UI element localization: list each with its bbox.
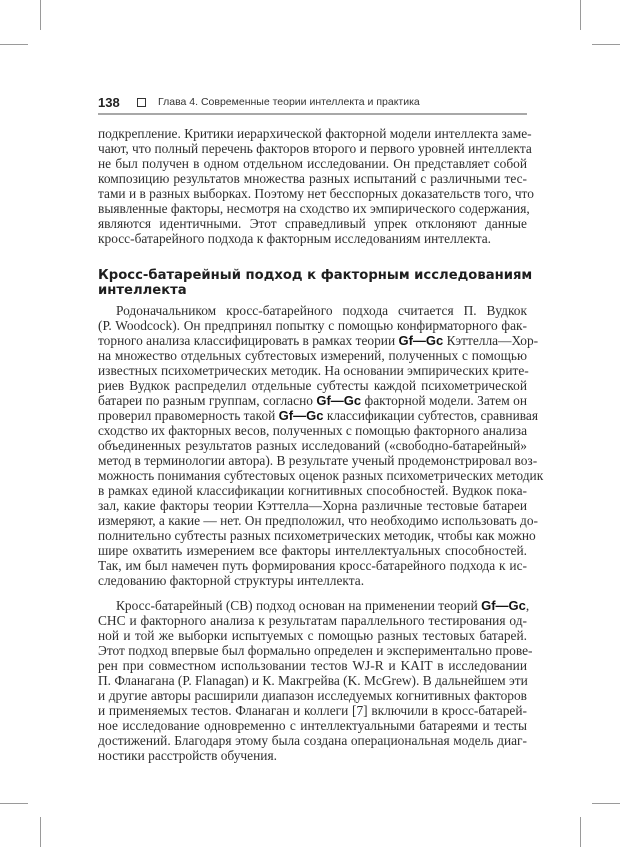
crop-mark: [580, 817, 581, 847]
text-span: достижений. Благодаря этому была создана операциональная модель диаг-: [98, 733, 527, 748]
text-span: не был получен в одном отдельном исследовании. Он представляет собой: [98, 156, 527, 171]
text-line: [98, 643, 533, 658]
text-line: [98, 393, 527, 408]
text-line: [98, 513, 538, 528]
text-span: П. Фланагана (P. Flanagan) и К. Макгрейва (K. McGrew). В дальнейшем эти: [98, 673, 528, 688]
text-line: [98, 718, 527, 733]
text-span: шире охватить измерением все факторы интеллектуальных способностей.: [98, 543, 527, 558]
text-line: [98, 468, 544, 483]
section-heading-line: интеллекта: [98, 283, 187, 298]
text-span: известных психометрических методик. На основании эмпирических крите-: [98, 363, 529, 378]
text-span: и другие авторы расширили диапазон исследуемых когнитивных факторов: [98, 688, 527, 703]
text-span: Этот подход впервые был формально определен и экспериментально прове-: [98, 643, 533, 658]
text-span: полнительно субтесты разных психометрических методик, чтобы как можно: [98, 528, 536, 543]
crop-mark: [40, 0, 41, 30]
text-span: на множество отдельных субтестовых измерений, полученных с помощью: [98, 348, 527, 363]
bold-term: Gf—Gc: [481, 598, 526, 613]
text-span: ностики расстройств обучения.: [98, 748, 277, 763]
text-span: проверил правомерность такой: [98, 408, 279, 423]
page-number: 138: [98, 95, 120, 110]
text-line: [98, 201, 530, 216]
text-span: зал, какие факторы теории Кэттелла—Хорна различные тестовые батареи: [98, 498, 527, 513]
text-span: композицию результатов множества разных испытаний с различными тес-: [98, 171, 527, 186]
crop-mark: [592, 803, 620, 804]
text-line: [98, 673, 527, 688]
text-span: CHC и факторного анализа к результатам параллельного тестирования од-: [98, 613, 527, 628]
text-line: [98, 231, 527, 246]
text-span: (P. Woodcock). Он предпринял попытку с помощью конфирматорного фак-: [98, 318, 527, 333]
text-line: [98, 141, 532, 156]
text-span: рен при совместном использовании тестов WJ-R и KAIT в исследовании: [98, 658, 527, 673]
text-line: [98, 156, 527, 171]
text-line: [98, 216, 527, 231]
text-span: Кэттелла—Хор-: [443, 333, 539, 348]
text-line: [98, 573, 527, 588]
text-span: ной и той же выборки испытуемых с помощью разных тестовых батарей.: [98, 628, 527, 643]
text-span: выявленные факторы, несмотря на сходство их эмпирического содержания,: [98, 201, 530, 216]
text-span: ,: [525, 598, 530, 613]
text-span: измеряют, а какие — нет. Он предположил, что необходимо использовать до-: [98, 513, 538, 528]
text-line: [98, 598, 530, 613]
text-line: [98, 453, 538, 468]
crop-mark: [0, 44, 28, 45]
text-span: подкрепление. Критики иерархической факторной модели интеллекта заме-: [98, 126, 532, 141]
text-line: [98, 543, 527, 558]
text-line: [98, 378, 527, 393]
text-span: тами и в разных выборках. Поэтому нет бесспорных доказательств того, что: [98, 186, 534, 201]
text-line: [98, 528, 536, 543]
text-line: [98, 483, 527, 498]
chapter-title: Глава 4. Современные теории интеллекта и практика: [158, 96, 420, 108]
text-span: метод в терминологии автора). В результате ученый продемонстрировал воз-: [98, 453, 538, 468]
text-span: Родоначальником кросс-батарейного подхода считается П. Вудкок: [116, 303, 527, 318]
text-line: [98, 438, 527, 453]
text-line: [98, 408, 538, 423]
text-line: [98, 628, 527, 643]
text-line: [98, 748, 527, 763]
text-line: [98, 318, 527, 333]
text-line: [98, 558, 527, 573]
square-bullet-icon: [137, 98, 146, 107]
text-span: можность понимания субтестовых оценок разных психометрических методик: [98, 468, 544, 483]
text-span: риев Вудкок распределил отдельные субтесты каждой психометрической: [98, 378, 527, 393]
text-line: [98, 498, 527, 513]
text-line: [98, 423, 527, 438]
bold-term: Gf—Gc: [278, 408, 324, 423]
text-line: [98, 703, 527, 718]
text-line: [98, 126, 532, 141]
text-line: [98, 613, 527, 628]
text-span: сходство их факторных весов, полученных с помощью факторного анализа: [98, 423, 528, 438]
text-line: [98, 303, 527, 318]
crop-mark: [580, 0, 581, 30]
running-header: [98, 95, 527, 115]
crop-mark: [0, 803, 28, 804]
text-span: торного анализа классифицировать в рамках теории: [98, 333, 399, 348]
text-span: кросс-батарейного подхода к факторным исследованиям интеллекта.: [98, 231, 492, 246]
text-line: [98, 333, 539, 348]
text-line: [98, 348, 527, 363]
text-span: факторной модели. Затем он: [361, 393, 527, 408]
text-line: [98, 658, 527, 673]
text-span: батареи по разным группам, согласно: [98, 393, 317, 408]
crop-mark: [592, 44, 620, 45]
section-heading-line: Кросс-батарейный подход к факторным исследованиям: [98, 268, 533, 283]
text-line: [98, 363, 527, 378]
text-span: объединенных результатов разных исследований («свободно-батарейный»: [98, 438, 527, 453]
text-span: Так, им был намечен путь формирования кросс-батарейного подхода к ис-: [98, 558, 527, 573]
text-span: Кросс-батарейный (CB) подход основан на применении теорий: [116, 598, 482, 613]
text-span: и применяемых тестов. Фланаган и коллеги [7] включили в кросс-батарей-: [98, 703, 527, 718]
text-span: ное исследование одновременно с интеллектуальными батареями и тесты: [98, 718, 527, 733]
crop-mark: [40, 817, 41, 847]
bold-term: Gf—Gc: [398, 333, 444, 348]
text-span: следованию факторной структуры интеллекта.: [98, 573, 365, 588]
text-line: [98, 186, 534, 201]
text-span: чают, что полный перечень факторов второго и первого уровней интеллекта: [98, 141, 532, 156]
text-span: в рамках единой классификации когнитивных способностей. Вудкок пока-: [98, 483, 527, 498]
text-line: [98, 733, 527, 748]
text-line: [98, 688, 527, 703]
text-span: классификации субтестов, сравнивая: [323, 408, 538, 423]
text-line: [98, 171, 527, 186]
bold-term: Gf—Gc: [316, 393, 362, 408]
text-span: являются идентичными. Этот справедливый упрек отклоняют данные: [98, 216, 527, 231]
